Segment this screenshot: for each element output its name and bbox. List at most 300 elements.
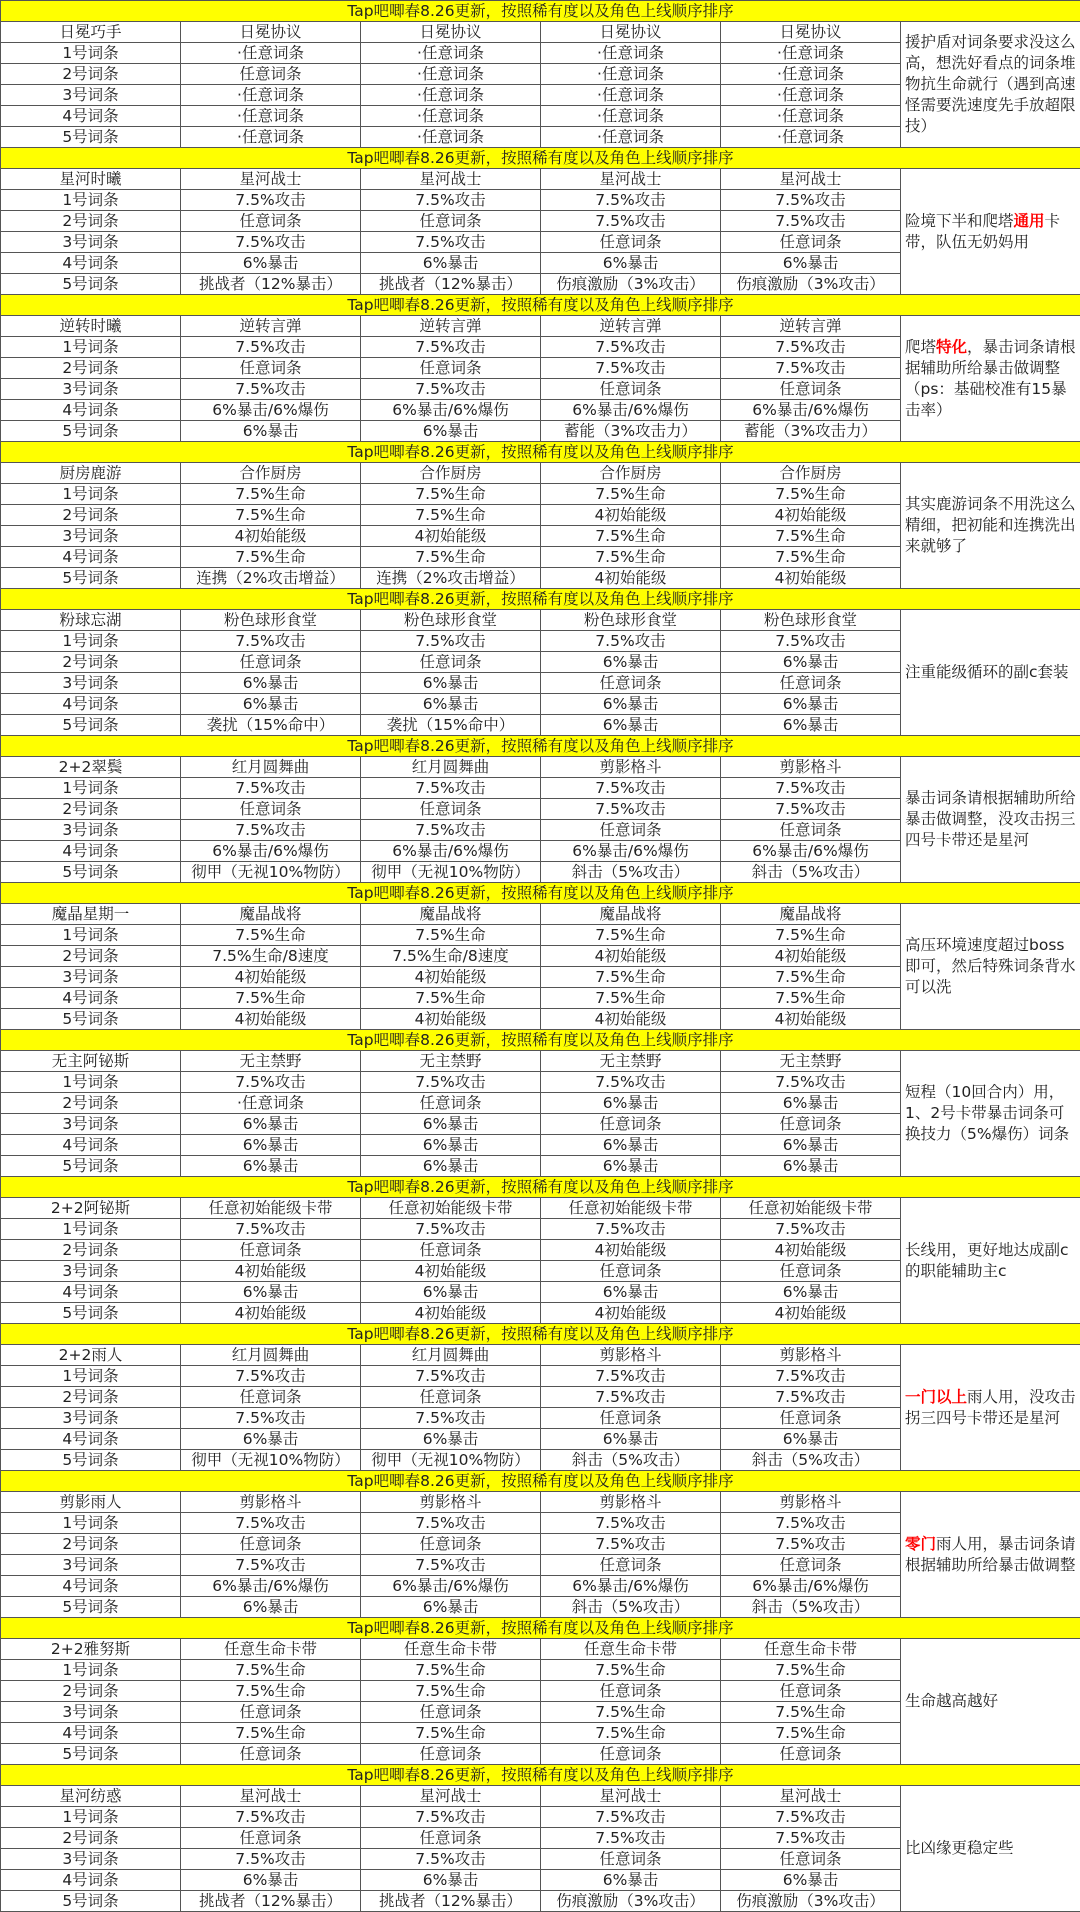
slot-label: 4号词条	[1, 1135, 181, 1156]
card-set-name: 剪影格斗	[541, 757, 721, 778]
stat-cell: 6%暴击	[721, 1870, 901, 1891]
stat-cell: 7.5%攻击	[541, 1534, 721, 1555]
stat-cell: 4初始能级	[721, 568, 901, 589]
stat-cell: 任意词条	[181, 1702, 361, 1723]
card-set-name: 任意初始能级卡带	[721, 1198, 901, 1219]
section-header-row	[1, 148, 1080, 169]
stat-cell: 7.5%攻击	[181, 1807, 361, 1828]
stat-cell: 伤痕激励（3%攻击）	[541, 1891, 721, 1912]
stat-cell: 任意词条	[541, 232, 721, 253]
stat-cell: 7.5%攻击	[181, 1366, 361, 1387]
card-set-name: 无主禁野	[721, 1051, 901, 1072]
stat-cell: ·任意词条	[541, 127, 721, 148]
card-set-name: 日冕协议	[181, 22, 361, 43]
stat-cell: 任意词条	[361, 1828, 541, 1849]
stat-cell: 任意词条	[181, 1240, 361, 1261]
card-set-name: 任意初始能级卡带	[181, 1198, 361, 1219]
stat-cell: 任意词条	[181, 1534, 361, 1555]
card-set-name: 红月圆舞曲	[181, 757, 361, 778]
slot-label: 3号词条	[1, 526, 181, 547]
stat-cell: ·任意词条	[361, 127, 541, 148]
section-header: Tap吧唧春8.26更新，按照稀有度以及角色上线顺序排序	[1, 442, 1080, 463]
stat-cell: 任意词条	[181, 1828, 361, 1849]
stat-cell: 挑战者（12%暴击）	[181, 1891, 361, 1912]
slot-label: 5号词条	[1, 1156, 181, 1177]
stat-cell: 伤痕激励（3%攻击）	[721, 274, 901, 295]
card-set-name: 无主禁野	[541, 1051, 721, 1072]
stat-cell: ·任意词条	[721, 43, 901, 64]
stat-cell: 4初始能级	[721, 1009, 901, 1030]
card-set-name: 无主禁野	[361, 1051, 541, 1072]
stat-cell: ·任意词条	[361, 106, 541, 127]
stat-cell: 7.5%生命	[721, 547, 901, 568]
slot-label: 3号词条	[1, 232, 181, 253]
stat-cell: 任意词条	[541, 1744, 721, 1765]
character-name: 2+2雅努斯	[1, 1639, 181, 1660]
card-set-name: 日冕协议	[721, 22, 901, 43]
stat-cell: 任意词条	[181, 1744, 361, 1765]
stat-cell: 6%暴击	[361, 694, 541, 715]
stat-cell: 7.5%生命	[541, 484, 721, 505]
stat-cell: 6%暴击	[541, 1156, 721, 1177]
stat-cell: ·任意词条	[541, 43, 721, 64]
note-text: 生命越高越好	[905, 1692, 998, 1710]
stat-cell: 任意词条	[541, 1849, 721, 1870]
stat-cell: 4初始能级	[721, 1303, 901, 1324]
stat-cell: 6%暴击/6%爆伤	[541, 400, 721, 421]
stat-cell: 任意词条	[721, 673, 901, 694]
slot-label: 4号词条	[1, 1870, 181, 1891]
slot-label: 1号词条	[1, 1660, 181, 1681]
stat-cell: 7.5%攻击	[181, 1219, 361, 1240]
section-header-row	[1, 883, 1080, 904]
note-text: 援护盾对词条要求没这么高，想洗好看点的词条堆物抗生命就行（遇到高速怪需要洗速度先手放超限技）	[905, 33, 1076, 135]
stat-cell: 6%暴击	[181, 1135, 361, 1156]
slot-label: 4号词条	[1, 400, 181, 421]
slot-label: 5号词条	[1, 127, 181, 148]
stat-cell: 7.5%攻击	[721, 1828, 901, 1849]
stat-cell: 6%暴击/6%爆伤	[541, 841, 721, 862]
slot-label: 3号词条	[1, 1555, 181, 1576]
stat-cell: 任意词条	[541, 379, 721, 400]
stat-cell: 任意词条	[541, 1408, 721, 1429]
card-set-name: 星河战士	[181, 1786, 361, 1807]
slot-label: 3号词条	[1, 967, 181, 988]
section-header: Tap吧唧春8.26更新，按照稀有度以及角色上线顺序排序	[1, 1177, 1080, 1198]
stat-cell: 任意词条	[721, 379, 901, 400]
stat-cell: 6%暴击	[541, 694, 721, 715]
stat-cell: 挑战者（12%暴击）	[361, 274, 541, 295]
build-note	[901, 1051, 1080, 1177]
stat-cell: 6%暴击	[541, 715, 721, 736]
build-note	[901, 1345, 1080, 1471]
stat-cell: 7.5%攻击	[721, 799, 901, 820]
stat-cell: 7.5%攻击	[181, 1408, 361, 1429]
stat-cell: 7.5%攻击	[181, 379, 361, 400]
stat-cell: 任意词条	[721, 1744, 901, 1765]
card-set-name: 粉色球形食堂	[541, 610, 721, 631]
slot-label: 2号词条	[1, 1828, 181, 1849]
stat-cell: 伤痕激励（3%攻击）	[541, 274, 721, 295]
stat-cell: 任意词条	[721, 1849, 901, 1870]
note-text: 高压环境速度超过boss即可，然后特殊词条背水可以洗	[905, 936, 1076, 996]
slot-label: 1号词条	[1, 778, 181, 799]
section-header: Tap吧唧春8.26更新，按照稀有度以及角色上线顺序排序	[1, 736, 1080, 757]
character-row	[1, 1492, 1080, 1513]
stat-cell: 7.5%攻击	[721, 211, 901, 232]
slot-label: 2号词条	[1, 505, 181, 526]
stat-cell: 6%暴击	[361, 673, 541, 694]
section-header-row	[1, 736, 1080, 757]
stat-cell: 6%暴击	[181, 1282, 361, 1303]
stat-cell: 7.5%攻击	[541, 1387, 721, 1408]
stat-cell: ·任意词条	[541, 106, 721, 127]
card-set-name: 剪影格斗	[721, 757, 901, 778]
card-set-name: 任意生命卡带	[361, 1639, 541, 1660]
note-text: 比凶缘更稳定些	[905, 1839, 1014, 1857]
note-highlight: 零门	[905, 1535, 936, 1553]
build-note	[901, 1786, 1080, 1912]
stat-cell: 7.5%攻击	[721, 1387, 901, 1408]
card-set-name: 逆转言弹	[361, 316, 541, 337]
stat-cell: 7.5%攻击	[181, 337, 361, 358]
stat-cell: 斜击（5%攻击）	[541, 1450, 721, 1471]
section-header-row	[1, 442, 1080, 463]
character-name: 厨房鹿游	[1, 463, 181, 484]
stat-cell: 7.5%攻击	[181, 778, 361, 799]
slot-label: 5号词条	[1, 1597, 181, 1618]
note-text: 其实鹿游词条不用洗这么精细，把初能和连携洗出来就够了	[905, 495, 1076, 555]
slot-label: 5号词条	[1, 1744, 181, 1765]
slot-label: 1号词条	[1, 190, 181, 211]
stat-cell: 7.5%攻击	[541, 1366, 721, 1387]
slot-label: 1号词条	[1, 484, 181, 505]
card-set-name: 星河战士	[181, 169, 361, 190]
stat-cell: 4初始能级	[361, 526, 541, 547]
stat-cell: 7.5%攻击	[721, 1072, 901, 1093]
build-note	[901, 169, 1080, 295]
stat-cell: 6%暴击	[181, 1597, 361, 1618]
stat-cell: 7.5%攻击	[181, 1513, 361, 1534]
stat-cell: 6%暴击	[541, 652, 721, 673]
card-set-name: 合作厨房	[721, 463, 901, 484]
stat-cell: 4初始能级	[541, 1303, 721, 1324]
stat-cell: 7.5%生命	[721, 1723, 901, 1744]
stat-cell: 7.5%生命	[181, 484, 361, 505]
card-set-name: 任意初始能级卡带	[541, 1198, 721, 1219]
slot-label: 4号词条	[1, 547, 181, 568]
note-text: 暴击词条请根据辅助所给暴击做调整，没攻击拐三四号卡带还是星河	[905, 789, 1076, 849]
stat-cell: 7.5%攻击	[361, 337, 541, 358]
stat-cell: 7.5%攻击	[541, 1828, 721, 1849]
stat-cell: 7.5%攻击	[361, 631, 541, 652]
stat-cell: 斜击（5%攻击）	[541, 862, 721, 883]
section-header: Tap吧唧春8.26更新，按照稀有度以及角色上线顺序排序	[1, 1324, 1080, 1345]
stat-cell: 任意词条	[361, 1744, 541, 1765]
character-row	[1, 463, 1080, 484]
stat-cell: 7.5%生命/8速度	[361, 946, 541, 967]
stat-cell: 彻甲（无视10%物防）	[181, 862, 361, 883]
stat-cell: 6%暴击	[721, 715, 901, 736]
stat-cell: 6%暴击	[721, 1093, 901, 1114]
stat-cell: 6%暴击	[541, 1135, 721, 1156]
stat-cell: 连携（2%攻击增益）	[181, 568, 361, 589]
slot-label: 3号词条	[1, 1702, 181, 1723]
note-text: 雨人用，暴击词条请根据辅助所给暴击做调整	[905, 1535, 1076, 1574]
stat-cell: 7.5%攻击	[721, 631, 901, 652]
stat-cell: 6%暴击	[361, 1282, 541, 1303]
stat-cell: 7.5%生命	[361, 1723, 541, 1744]
note-text: 短程（10回合内）用，1、2号卡带暴击词条可换技力（5%爆伤）词条	[905, 1083, 1069, 1143]
stat-cell: 任意词条	[721, 1555, 901, 1576]
stat-cell: ·任意词条	[181, 1093, 361, 1114]
stat-cell: 彻甲（无视10%物防）	[361, 862, 541, 883]
stat-cell: 袭扰（15%命中）	[361, 715, 541, 736]
stat-cell: 7.5%生命	[361, 484, 541, 505]
stat-cell: 6%暴击/6%爆伤	[721, 841, 901, 862]
card-set-name: 红月圆舞曲	[361, 757, 541, 778]
stat-cell: 6%暴击	[361, 421, 541, 442]
slot-label: 4号词条	[1, 841, 181, 862]
stat-cell: 7.5%攻击	[361, 190, 541, 211]
build-note	[901, 757, 1080, 883]
stat-cell: 7.5%攻击	[721, 1807, 901, 1828]
stat-cell: 7.5%攻击	[721, 778, 901, 799]
stat-cell: 4初始能级	[181, 1009, 361, 1030]
stat-cell: 7.5%生命	[721, 526, 901, 547]
stat-cell: 7.5%攻击	[361, 1807, 541, 1828]
stat-cell: 6%暴击	[361, 1429, 541, 1450]
stat-cell: 6%暴击/6%爆伤	[361, 841, 541, 862]
slot-label: 1号词条	[1, 1366, 181, 1387]
stat-cell: 7.5%生命	[181, 1660, 361, 1681]
stat-cell: 6%暴击	[541, 1282, 721, 1303]
stat-cell: 任意词条	[541, 1681, 721, 1702]
slot-label: 2号词条	[1, 1093, 181, 1114]
section-header: Tap吧唧春8.26更新，按照稀有度以及角色上线顺序排序	[1, 1765, 1080, 1786]
section-header: Tap吧唧春8.26更新，按照稀有度以及角色上线顺序排序	[1, 1030, 1080, 1051]
stat-cell: 4初始能级	[721, 505, 901, 526]
stat-cell: 斜击（5%攻击）	[721, 1597, 901, 1618]
card-set-name: 星河战士	[721, 1786, 901, 1807]
stat-cell: 6%暴击	[361, 253, 541, 274]
stat-cell: 斜击（5%攻击）	[541, 1597, 721, 1618]
stat-cell: 4初始能级	[181, 1261, 361, 1282]
stat-cell: 7.5%攻击	[181, 631, 361, 652]
stat-cell: 任意词条	[181, 358, 361, 379]
character-name: 日冕巧手	[1, 22, 181, 43]
stat-cell: 6%暴击	[721, 1156, 901, 1177]
stat-cell: 7.5%攻击	[361, 1513, 541, 1534]
stat-cell: 任意词条	[361, 1387, 541, 1408]
slot-label: 1号词条	[1, 925, 181, 946]
card-set-name: 剪影格斗	[541, 1345, 721, 1366]
slot-label: 4号词条	[1, 106, 181, 127]
stat-cell: 7.5%攻击	[361, 778, 541, 799]
stat-cell: 6%暴击	[541, 1093, 721, 1114]
stat-cell: 4初始能级	[181, 967, 361, 988]
stat-cell: ·任意词条	[721, 106, 901, 127]
stat-cell: 7.5%生命	[721, 484, 901, 505]
card-set-name: 粉色球形食堂	[181, 610, 361, 631]
card-set-name: 逆转言弹	[181, 316, 361, 337]
stat-cell: 4初始能级	[541, 1240, 721, 1261]
slot-label: 3号词条	[1, 379, 181, 400]
stat-cell: 任意词条	[361, 1702, 541, 1723]
build-note	[901, 1198, 1080, 1324]
slot-label: 5号词条	[1, 1450, 181, 1471]
stat-cell: 6%暴击	[721, 652, 901, 673]
stat-cell: 4初始能级	[361, 1303, 541, 1324]
card-set-name: 任意生命卡带	[721, 1639, 901, 1660]
stat-cell: 4初始能级	[721, 946, 901, 967]
stat-cell: 7.5%生命	[721, 1702, 901, 1723]
card-set-name: 剪影格斗	[541, 1492, 721, 1513]
card-set-name: 剪影格斗	[181, 1492, 361, 1513]
card-set-name: 星河战士	[721, 169, 901, 190]
section-header: Tap吧唧春8.26更新，按照稀有度以及角色上线顺序排序	[1, 1618, 1080, 1639]
stat-cell: 7.5%攻击	[541, 1219, 721, 1240]
build-note	[901, 904, 1080, 1030]
stat-cell: 7.5%攻击	[361, 232, 541, 253]
stat-cell: 任意词条	[721, 1261, 901, 1282]
character-name: 粉球忘湖	[1, 610, 181, 631]
slot-label: 4号词条	[1, 1429, 181, 1450]
stat-cell: ·任意词条	[541, 64, 721, 85]
note-text: 长线用，更好地达成副c的职能辅助主c	[905, 1241, 1069, 1280]
stat-cell: 7.5%攻击	[361, 1408, 541, 1429]
slot-label: 2号词条	[1, 211, 181, 232]
stat-cell: 7.5%攻击	[361, 1072, 541, 1093]
stat-cell: 7.5%生命	[181, 925, 361, 946]
slot-label: 4号词条	[1, 988, 181, 1009]
stat-cell: 6%暴击	[361, 1156, 541, 1177]
card-set-name: 粉色球形食堂	[721, 610, 901, 631]
stat-cell: 7.5%攻击	[541, 358, 721, 379]
card-set-name: 无主禁野	[181, 1051, 361, 1072]
stat-cell: 7.5%生命	[541, 1723, 721, 1744]
stat-cell: 7.5%攻击	[361, 1366, 541, 1387]
build-note	[901, 316, 1080, 442]
character-row	[1, 1198, 1080, 1219]
stat-cell: 6%暴击	[361, 1870, 541, 1891]
stat-cell: 任意词条	[721, 1114, 901, 1135]
section-header-row	[1, 1177, 1080, 1198]
stat-cell: 7.5%生命	[541, 1702, 721, 1723]
stat-cell: 6%暴击/6%爆伤	[721, 400, 901, 421]
stat-cell: 7.5%攻击	[721, 337, 901, 358]
stat-cell: 7.5%攻击	[361, 1555, 541, 1576]
stat-cell: 4初始能级	[181, 1303, 361, 1324]
section-header-row	[1, 1030, 1080, 1051]
stat-cell: 任意词条	[541, 1261, 721, 1282]
slot-label: 4号词条	[1, 1576, 181, 1597]
stat-cell: 连携（2%攻击增益）	[361, 568, 541, 589]
stat-cell: 7.5%生命	[361, 547, 541, 568]
stat-cell: 6%暴击/6%爆伤	[541, 1576, 721, 1597]
stat-cell: ·任意词条	[721, 127, 901, 148]
card-set-name: 红月圆舞曲	[361, 1345, 541, 1366]
stat-cell: ·任意词条	[181, 127, 361, 148]
stat-cell: 挑战者（12%暴击）	[361, 1891, 541, 1912]
stat-cell: 7.5%生命	[721, 988, 901, 1009]
stat-cell: 7.5%攻击	[541, 337, 721, 358]
card-set-name: 魔晶战将	[361, 904, 541, 925]
stat-cell: 6%暴击/6%爆伤	[181, 400, 361, 421]
stat-cell: 6%暴击	[181, 1156, 361, 1177]
slot-label: 2号词条	[1, 1387, 181, 1408]
build-note	[901, 1492, 1080, 1618]
section-header-row	[1, 295, 1080, 316]
slot-label: 5号词条	[1, 421, 181, 442]
stat-cell: 7.5%攻击	[541, 1072, 721, 1093]
card-set-name: 日冕协议	[541, 22, 721, 43]
slot-label: 4号词条	[1, 1282, 181, 1303]
slot-label: 2号词条	[1, 1681, 181, 1702]
stat-cell: 7.5%攻击	[181, 1849, 361, 1870]
stat-cell: 7.5%生命	[181, 547, 361, 568]
stat-cell: 伤痕激励（3%攻击）	[721, 1891, 901, 1912]
slot-label: 4号词条	[1, 1723, 181, 1744]
slot-label: 2号词条	[1, 358, 181, 379]
note-text: 卡带，队伍无奶妈用	[905, 212, 1060, 251]
stat-cell: 6%暴击	[361, 1597, 541, 1618]
stat-cell: 7.5%生命	[721, 925, 901, 946]
stat-cell: 6%暴击/6%爆伤	[181, 1576, 361, 1597]
card-set-name: 星河战士	[361, 1786, 541, 1807]
stat-cell: 7.5%攻击	[721, 1366, 901, 1387]
card-set-name: 魔晶战将	[181, 904, 361, 925]
note-text: 爬塔	[905, 338, 936, 356]
stat-cell: 任意词条	[181, 652, 361, 673]
stat-cell: 7.5%攻击	[721, 1534, 901, 1555]
stat-cell: 6%暴击	[721, 253, 901, 274]
stat-cell: 蓄能（3%攻击力）	[721, 421, 901, 442]
stat-cell: 7.5%攻击	[541, 1807, 721, 1828]
stat-cell: 6%暴击	[181, 253, 361, 274]
stat-cell: 4初始能级	[361, 1009, 541, 1030]
slot-label: 2号词条	[1, 64, 181, 85]
card-set-name: 合作厨房	[361, 463, 541, 484]
stat-cell: 7.5%生命	[541, 925, 721, 946]
card-set-name: 魔晶战将	[541, 904, 721, 925]
stat-cell: 7.5%生命	[361, 988, 541, 1009]
character-name: 2+2雨人	[1, 1345, 181, 1366]
stat-cell: ·任意词条	[361, 43, 541, 64]
stat-cell: ·任意词条	[361, 85, 541, 106]
slot-label: 1号词条	[1, 1072, 181, 1093]
card-set-name: 合作厨房	[181, 463, 361, 484]
stat-cell: 4初始能级	[541, 946, 721, 967]
stat-cell: ·任意词条	[181, 106, 361, 127]
stat-cell: 7.5%生命	[181, 1723, 361, 1744]
stat-cell: 6%暴击	[721, 1282, 901, 1303]
stat-cell: 任意词条	[361, 1534, 541, 1555]
stat-cell: 7.5%生命	[181, 1681, 361, 1702]
character-row	[1, 1051, 1080, 1072]
stat-cell: 任意词条	[181, 799, 361, 820]
character-name: 2+2阿铋斯	[1, 1198, 181, 1219]
card-set-name: 剪影格斗	[721, 1492, 901, 1513]
stat-cell: 7.5%攻击	[181, 232, 361, 253]
stat-cell: 7.5%攻击	[721, 190, 901, 211]
card-set-name: 任意生命卡带	[541, 1639, 721, 1660]
character-name: 无主阿铋斯	[1, 1051, 181, 1072]
stat-cell: 任意词条	[721, 1408, 901, 1429]
character-name: 星河纺惑	[1, 1786, 181, 1807]
slot-label: 3号词条	[1, 1408, 181, 1429]
character-row	[1, 1786, 1080, 1807]
